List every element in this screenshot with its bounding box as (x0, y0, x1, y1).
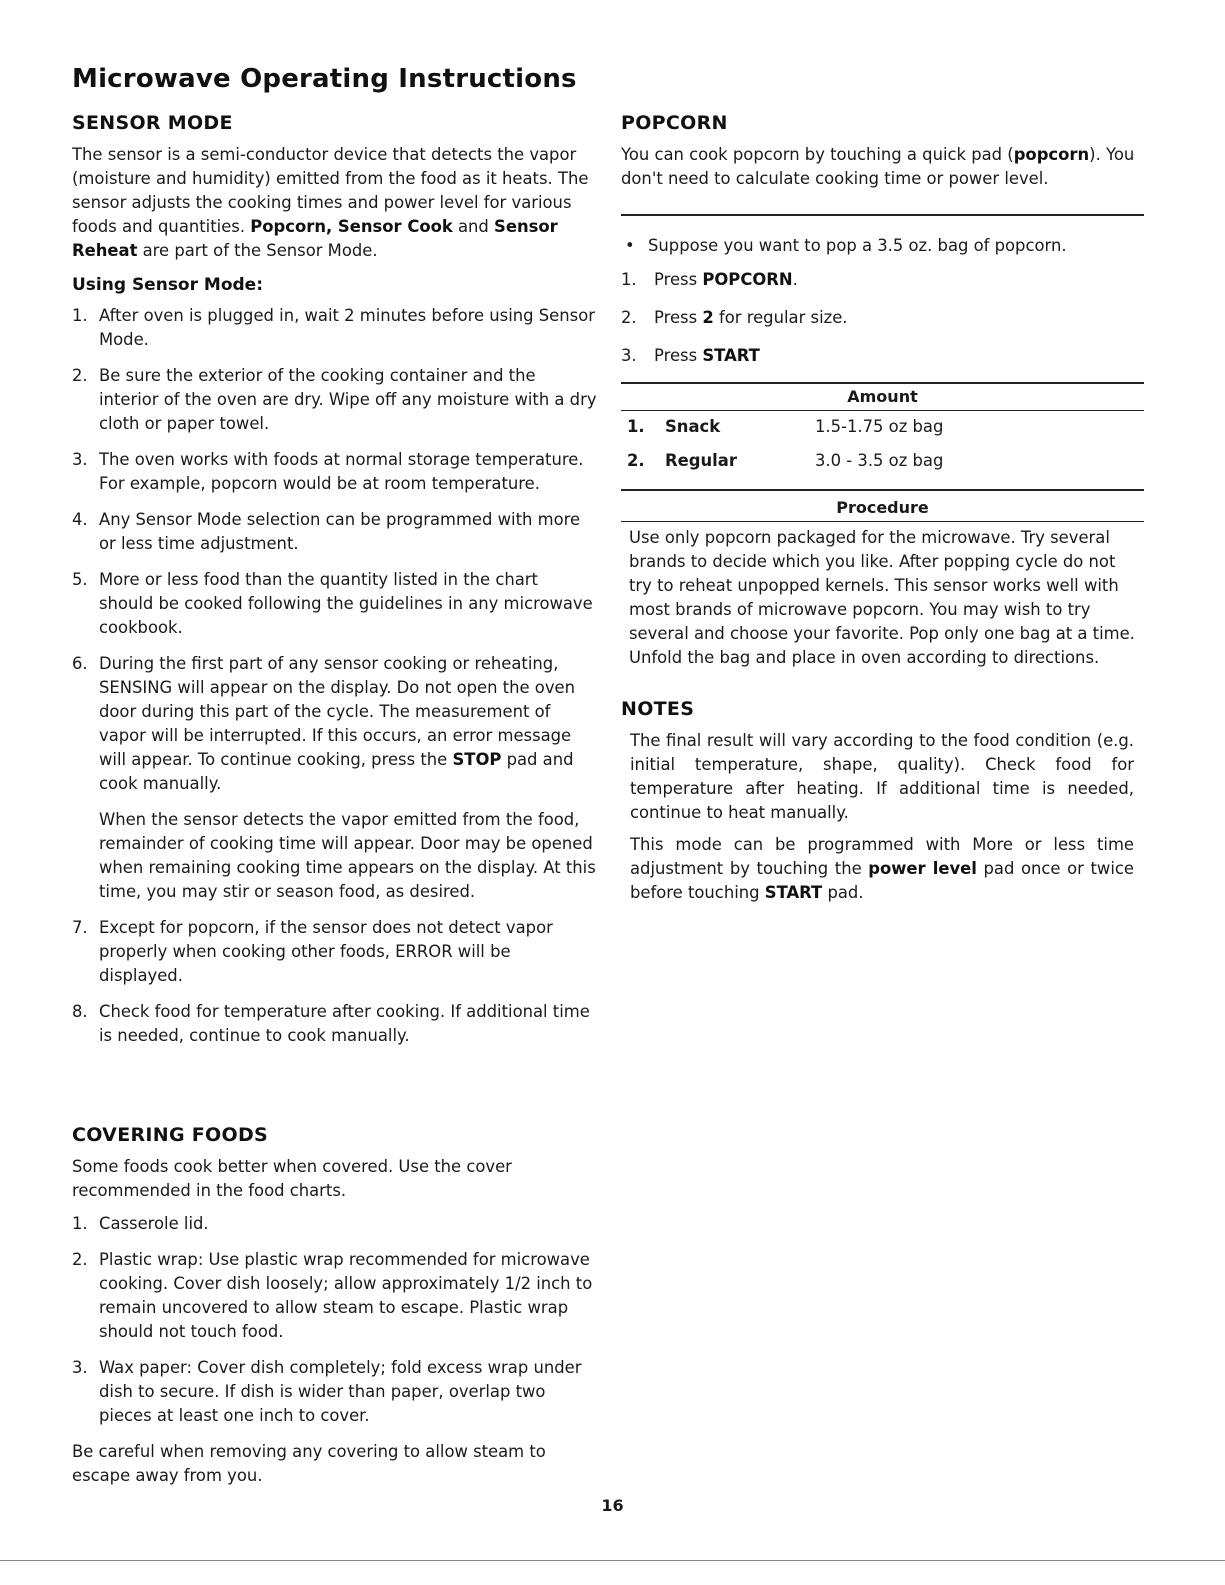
emphasis-text: Sensor Reheat (72, 217, 558, 260)
row-label: Snack (665, 417, 721, 436)
popcorn-step: 3. Press START (621, 346, 760, 365)
row-label: Regular (665, 451, 737, 470)
row-number: 1. (627, 417, 645, 436)
list-item-paragraph: After oven is plugged in, wait 2 minutes before using Sensor Mode. (99, 306, 595, 349)
list-item-number: 1. (72, 306, 88, 325)
list-item-text (99, 1248, 597, 1344)
emphasis-text: 2 (702, 308, 714, 327)
list-item-paragraph: More or less food than the quantity listed in the chart should be cooked following the guidelines in any microwave cookbook. (99, 570, 593, 637)
list-item-paragraph: During the first part of any sensor cooking or reheating, SENSING will appear on the display. Do not open the oven door during this part of the cycle. The measurement of vapor will be interrupted. If this occurs, an error message will appear. To continue cooking, press the STOP pad and cook manually. (99, 654, 575, 793)
list-item-number: 6. (72, 654, 88, 673)
procedure-header: Procedure (836, 498, 929, 517)
list-item-number: 2. (72, 366, 88, 385)
procedure-text: Use only popcorn packaged for the microwave. Try several brands to decide which you like. After popping cycle do not try to reheat unpopped kernels. This sensor works well with most brands of microwave popcorn. You may wish to try several and choose your favorite. Pop only one bag at a time. Unfold the bag and place in oven according to directions. (629, 528, 1135, 667)
row-number: 2. (627, 451, 645, 470)
list-item (72, 508, 597, 556)
amount-table (621, 382, 1144, 670)
list-item-number: 5. (72, 570, 88, 589)
list-item-number: 8. (72, 1002, 88, 1021)
popcorn-steps-list (621, 268, 1144, 368)
list-item-number: 1. (72, 1214, 88, 1233)
notes-section (621, 698, 1144, 905)
notes-paragraph: The final result will vary according to the food condition (e.g. initial temperature, shape, quality). Check food for temperature after heating. If additional time is needed, continue to heat manually. (630, 731, 1134, 822)
table-row (621, 445, 1144, 489)
list-item-paragraph: Be sure the exterior of the cooking container and the interior of the oven are dry. Wipe off any moisture with a dry cloth or paper towel. (99, 366, 597, 433)
popcorn-step: 1. Press POPCORN. (621, 270, 798, 289)
list-item-paragraph: The oven works with foods at normal storage temperature. For example, popcorn would be at room temperature. (99, 450, 584, 493)
list-item-text (99, 916, 597, 988)
list-item-text (99, 1356, 597, 1428)
row-value: 3.0 - 3.5 oz bag (815, 451, 944, 470)
list-item-paragraph: Check food for temperature after cooking. If additional time is needed, continue to cook manually. (99, 1002, 590, 1045)
bullet-icon: • (625, 236, 635, 255)
sensor-mode-heading: SENSOR MODE (72, 112, 233, 134)
row-value: 1.5-1.75 oz bag (815, 417, 944, 436)
using-sensor-mode-subheading: Using Sensor Mode: (72, 275, 264, 295)
covering-steps-list (72, 1212, 597, 1428)
list-item-text (99, 1000, 597, 1048)
list-item-number: 2. (72, 1250, 88, 1269)
list-item-text (99, 448, 597, 496)
emphasis-text: START (702, 346, 760, 365)
page-bottom-edge (0, 1560, 1225, 1561)
emphasis-text: power level (868, 859, 977, 878)
emphasis-text: popcorn (1013, 145, 1090, 164)
list-item (72, 1000, 597, 1048)
list-item (72, 448, 597, 496)
list-item-paragraph: Except for popcorn, if the sensor does not detect vapor properly when cooking other foods, ERROR will be displayed. (99, 918, 553, 985)
list-item-paragraph: When the sensor detects the vapor emitted from the food, remainder of cooking time will appear. Door may be opened when remaining cooking time appears on the display. At this time, you may stir or season food, as desired. (99, 810, 596, 901)
list-item-text (99, 652, 597, 904)
table-rule (621, 489, 1144, 491)
list-item-paragraph: Any Sensor Mode selection can be programmed with more or less time adjustment. (99, 510, 581, 553)
list-item-number: 3. (72, 450, 88, 469)
notes-paragraph: This mode can be programmed with More or less time adjustment by touching the power level pad once or twice before touching START pad. (630, 835, 1134, 902)
popcorn-example-text: Suppose you want to pop a 3.5 oz. bag of popcorn. (648, 236, 1067, 255)
left-column (72, 112, 597, 1060)
covering-foods-intro: Some foods cook better when covered. Use the cover recommended in the food charts. (72, 1157, 512, 1200)
list-item (72, 1212, 597, 1236)
list-item-number: 4. (72, 510, 88, 529)
amount-header: Amount (847, 387, 918, 406)
list-item-paragraph: Casserole lid. (99, 1214, 209, 1233)
emphasis-text: POPCORN (702, 270, 793, 289)
emphasis-text: Popcorn, Sensor Cook (250, 217, 453, 236)
emphasis-text: STOP (452, 750, 502, 769)
page-title: Microwave Operating Instructions (72, 64, 577, 94)
divider (621, 214, 1144, 216)
list-item-number: 7. (72, 918, 88, 937)
covering-foods-closing: Be careful when removing any covering to allow steam to escape away from you. (72, 1442, 546, 1485)
list-item (72, 568, 597, 640)
popcorn-step: 2. Press 2 for regular size. (621, 308, 848, 327)
list-item (72, 652, 597, 904)
list-item-text (99, 508, 597, 556)
popcorn-intro: You can cook popcorn by touching a quick pad (popcorn). You don't need to calculate cooking time or power level. (621, 145, 1135, 188)
list-item-paragraph: Plastic wrap: Use plastic wrap recommended for microwave cooking. Cover dish loosely; allow approximately 1/2 inch to remain uncovered to allow steam to escape. Plastic wrap should not touch food. (99, 1250, 593, 1341)
list-item-text (99, 304, 597, 352)
covering-foods-heading: COVERING FOODS (72, 1124, 269, 1146)
sensor-mode-intro: The sensor is a semi-conductor device that detects the vapor (moisture and humidity) emitted from the food as it heats. The sensor adjusts the cooking times and power level for various foods and quantities. Popcorn, Sensor Cook and Sensor Reheat are part of the Sensor Mode. (72, 145, 589, 260)
list-item (72, 364, 597, 436)
notes-heading: NOTES (621, 698, 695, 720)
list-item (72, 304, 597, 352)
emphasis-text: START (764, 883, 823, 902)
sensor-steps-list (72, 304, 597, 1048)
list-item-text (99, 568, 597, 640)
covering-foods-section (72, 1124, 597, 1488)
list-item (72, 1356, 597, 1428)
list-item (72, 916, 597, 988)
list-item-text (99, 1212, 597, 1236)
popcorn-heading: POPCORN (621, 112, 728, 134)
right-column (621, 112, 1144, 905)
popcorn-example (621, 234, 1144, 258)
list-item-number: 3. (72, 1358, 88, 1377)
page-number: 16 (601, 1496, 624, 1515)
table-row (621, 411, 1144, 445)
list-item-paragraph: Wax paper: Cover dish completely; fold excess wrap under dish to secure. If dish is wider than paper, overlap two pieces at least one inch to cover. (99, 1358, 582, 1425)
list-item-text (99, 364, 597, 436)
list-item (72, 1248, 597, 1344)
